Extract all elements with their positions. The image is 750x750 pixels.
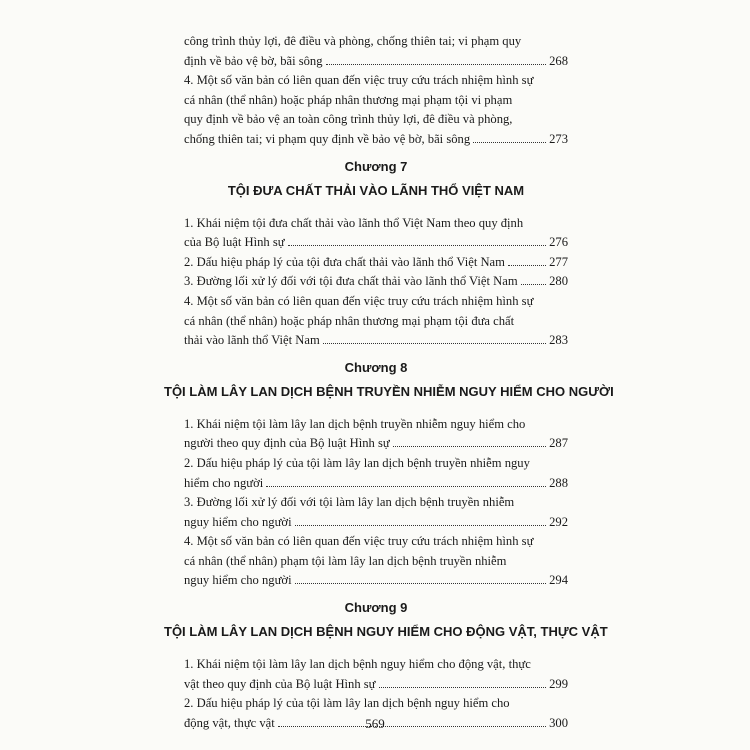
toc-entry-line: 4. Một số văn bản có liên quan đến việc truy cứu trách nhiệm hình sự [184,534,534,549]
toc-entry-line: 1. Khái niệm tội làm lây lan dịch bệnh truyền nhiễm nguy hiểm cho [184,416,526,431]
toc-entry-lastline [184,272,568,292]
toc-entry[interactable] [184,272,568,292]
dot-leader [295,582,547,584]
toc-entry-text: hiểm cho người [184,475,264,490]
page-number: 569 [365,716,385,731]
dot-leader [379,686,547,688]
toc-entry-lastline [184,233,568,253]
toc-entry[interactable] [184,32,568,71]
toc-entry[interactable] [184,253,568,273]
toc-entry-lastline [184,331,568,351]
toc-entry[interactable] [184,532,568,591]
toc-entry-line: 2. Dấu hiệu pháp lý của tội làm lây lan dịch bệnh truyền nhiễm nguy [184,455,530,470]
toc-entry-line: 1. Khái niệm tội làm lây lan dịch bệnh nguy hiểm cho động vật, thực [184,657,531,672]
toc-entry-line: 4. Một số văn bản có liên quan đến việc truy cứu trách nhiệm hình sự [184,293,534,308]
chapter-number: Chương 9 [344,600,408,616]
toc-entry-line: cá nhân (thể nhân) phạm tội làm lây lan dịch bệnh truyền nhiễm [184,553,507,568]
toc-entry[interactable] [184,214,568,253]
dot-leader [393,445,546,447]
chapter-number: Chương 8 [344,359,408,375]
toc-entry-text: 2. Dấu hiệu pháp lý của tội đưa chất thải vào lãnh thổ Việt Nam [184,254,505,269]
toc-entry-lastline [184,434,568,454]
chapter-title: TỘI LÀM LÂY LAN DỊCH BỆNH TRUYỀN NHIỄM NGUY HIỂM CHO NGƯỜI [164,383,614,399]
toc-entry-line: 4. Một số văn bản có liên quan đến việc truy cứu trách nhiệm hình sự [184,73,534,88]
toc-page-ref: 287 [549,436,568,451]
toc-entry-lastline [184,253,568,273]
toc-page-ref: 283 [549,333,568,348]
chapter-title: TỘI LÀM LÂY LAN DỊCH BỆNH NGUY HIỂM CHO ĐỘNG VẬT, THỰC VẬT [164,624,608,640]
toc-entry-text: động vật, thực vật [184,715,275,730]
table-of-contents [164,32,614,733]
chapter-number: Chương 7 [344,158,408,174]
toc-page-ref: 300 [549,715,568,730]
toc-entry-line: 2. Dấu hiệu pháp lý của tội làm lây lan dịch bệnh nguy hiểm cho [184,696,510,711]
toc-entry-text: nguy hiểm cho người [184,573,292,588]
toc-entry-text: nguy hiểm cho người [184,514,292,529]
toc-entry-text: chống thiên tai; vi phạm quy định về bảo vệ bờ, bãi sông [184,131,471,146]
toc-entry-lastline [184,52,568,72]
toc-entry-lastline [184,513,568,533]
toc-entry-lastline [184,130,568,150]
toc-entry-line: công trình thủy lợi, đê điều và phòng, chống thiên tai; vi phạm quy [184,34,522,48]
toc-entry-text: người theo quy định của Bộ luật Hình sự [184,436,390,451]
dot-leader [295,524,547,526]
toc-page-ref: 273 [549,131,568,146]
toc-entry-line: cá nhân (thể nhân) hoặc pháp nhân thương mại phạm tội vi phạm [184,92,513,107]
toc-entry-text: thải vào lãnh thổ Việt Nam [184,333,320,348]
chapter-title: TỘI ĐƯA CHẤT THẢI VÀO LÃNH THỔ VIỆT NAM [227,182,525,198]
toc-entry[interactable] [184,71,568,149]
toc-entry[interactable] [184,493,568,532]
toc-entry-lastline [184,675,568,695]
dot-leader [473,141,546,143]
dot-leader [508,264,546,266]
toc-entry-lastline [184,571,568,591]
toc-entry-text: vật theo quy định của Bộ luật Hình sự [184,676,376,691]
toc-entry-line: cá nhân (thể nhân) hoặc pháp nhân thương mại phạm tội đưa chất [184,313,515,328]
toc-entry-line: 3. Đường lối xử lý đối với tội làm lây lan dịch bệnh truyền nhiễm [184,495,515,510]
toc-entry-text: định về bảo vệ bờ, bãi sông [184,53,323,68]
toc-entry[interactable] [184,655,568,694]
toc-entry-line: 1. Khái niệm tội đưa chất thải vào lãnh thổ Việt Nam theo quy định [184,215,524,230]
toc-page-ref: 299 [549,676,568,691]
toc-page-ref: 277 [549,254,568,269]
toc-page-ref: 268 [549,53,568,68]
toc-entry-text: của Bộ luật Hình sự [184,235,285,250]
toc-page-ref: 280 [549,274,568,289]
toc-page-ref: 288 [549,475,568,490]
toc-entry-lastline [184,474,568,494]
dot-leader [521,283,546,285]
toc-entry[interactable] [184,415,568,454]
dot-leader [323,342,546,344]
toc-page-ref: 294 [549,573,568,588]
dot-leader [288,244,547,246]
dot-leader [326,63,547,65]
toc-entry[interactable] [184,292,568,351]
toc-page-ref: 292 [549,514,568,529]
toc-entry-line: quy định về bảo vệ an toàn công trình thủy lợi, đê điều và phòng, [184,112,513,127]
toc-page-ref: 276 [549,235,568,250]
toc-entry-text: 3. Đường lối xử lý đối với tội đưa chất thải vào lãnh thổ Việt Nam [184,274,518,289]
dot-leader [266,485,546,487]
toc-entry[interactable] [184,454,568,493]
